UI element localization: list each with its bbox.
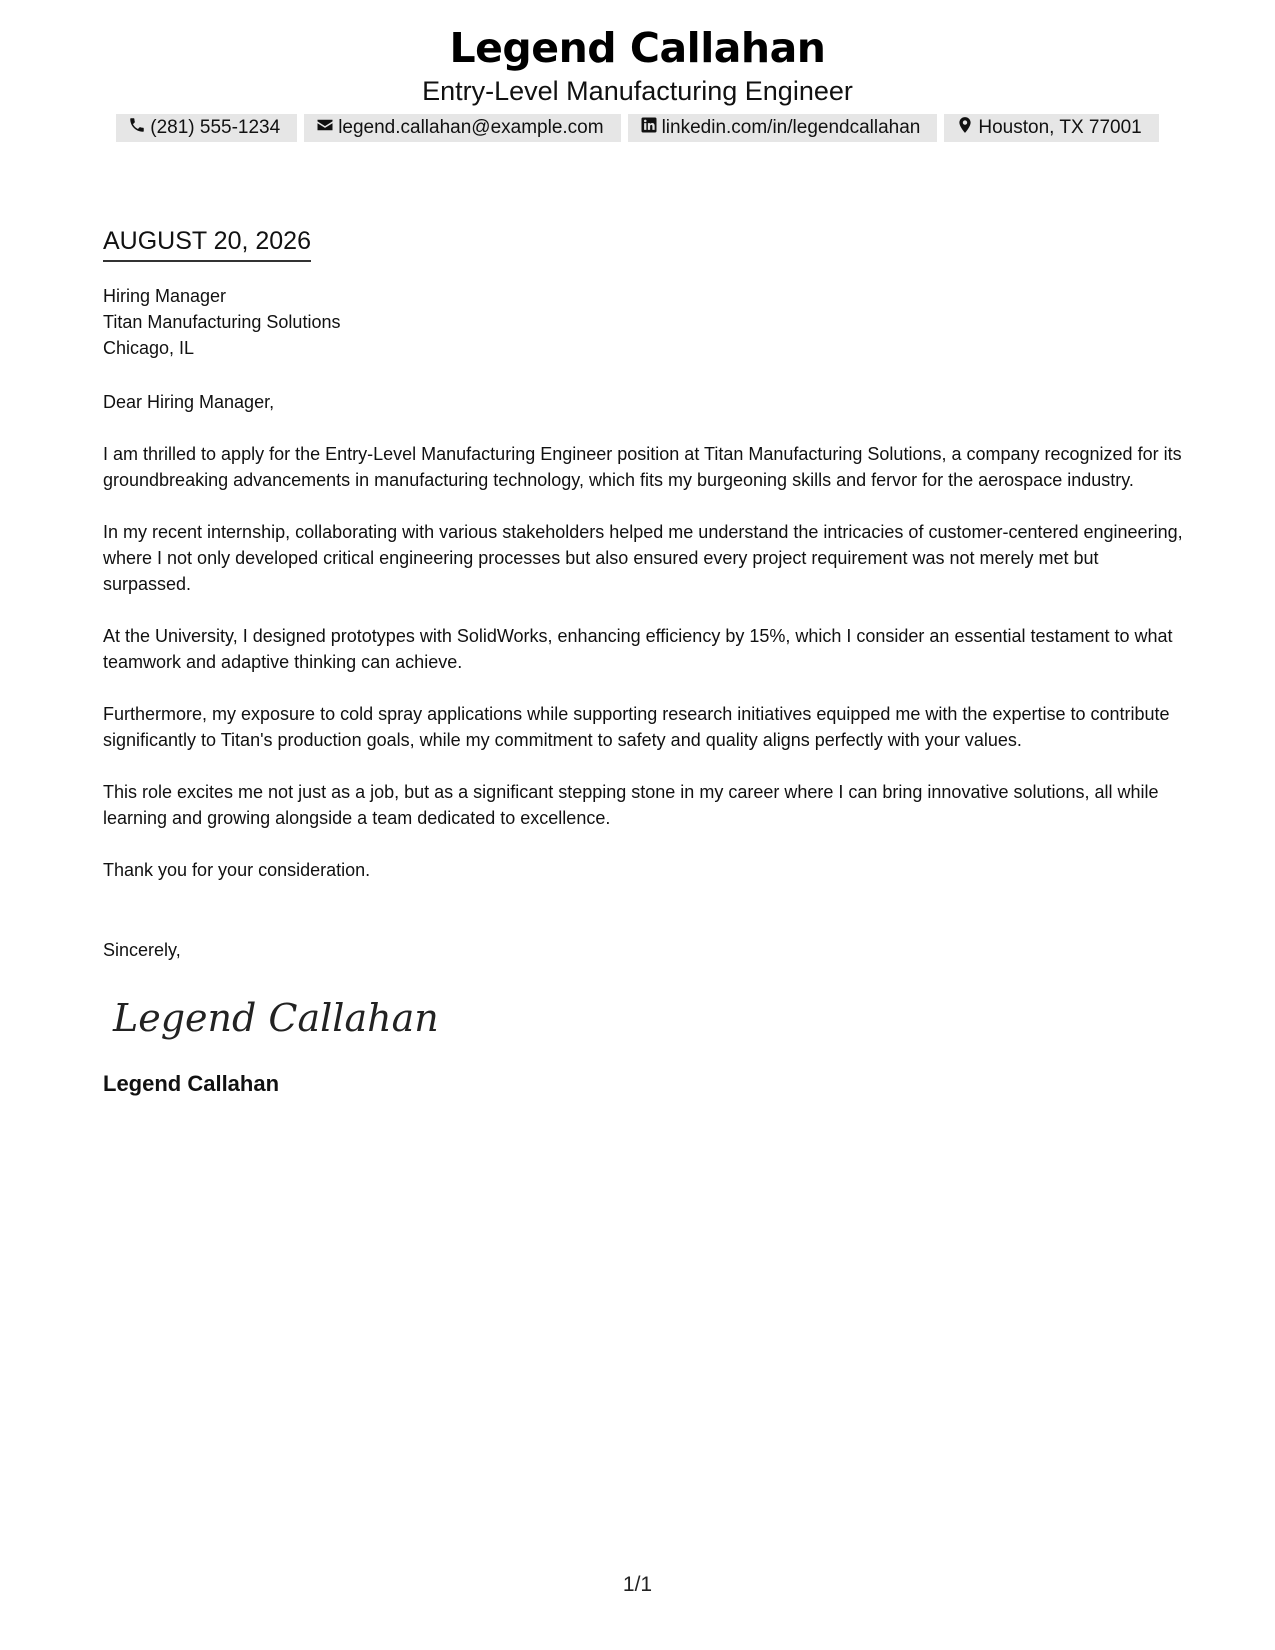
letter-body	[103, 224, 1183, 1099]
phone-text: (281) 555-1234	[150, 117, 281, 138]
linkedin-text: linkedin.com/in/legendcallahan	[661, 117, 921, 138]
signer-name: Legend Callahan	[103, 1071, 280, 1096]
linkedin-icon	[640, 116, 662, 140]
letter-header	[0, 22, 1275, 142]
closing: Sincerely,	[103, 940, 181, 960]
body-paragraph: Furthermore, my exposure to cold spray applications while supporting research initiatives equipped me with the expertise to contribute significantly to Titan's production goals, while my commitment to safety and quality aligns perfectly with your values.	[103, 704, 1170, 750]
salutation: Dear Hiring Manager,	[103, 392, 275, 412]
contact-phone	[116, 114, 297, 142]
recipient-line: Hiring Manager	[103, 286, 227, 306]
letter-date: AUGUST 20, 2026	[103, 224, 311, 262]
contact-email	[304, 114, 620, 142]
contact-location	[944, 114, 1158, 142]
envelope-icon	[316, 116, 338, 140]
handwritten-signature	[109, 985, 1183, 1055]
contact-linkedin	[628, 114, 938, 142]
applicant-name: Legend Callahan	[449, 24, 826, 72]
recipient-block	[103, 283, 1183, 361]
signature-text: Legend Callahan	[113, 996, 439, 1040]
recipient-line: Titan Manufacturing Solutions	[103, 312, 341, 332]
applicant-title: Entry-Level Manufacturing Engineer	[422, 76, 853, 106]
email-text: legend.callahan@example.com	[338, 117, 604, 138]
location-text: Houston, TX 77001	[978, 117, 1142, 138]
recipient-line: Chicago, IL	[103, 338, 195, 358]
body-paragraph: In my recent internship, collaborating with various stakeholders helped me understand the intricacies of customer-centered engineering, where I not only developed critical engineering processes but also ensured every project requirement was not merely met but surpassed.	[103, 522, 1183, 594]
page-number: 1/1	[622, 1573, 653, 1596]
body-paragraph: I am thrilled to apply for the Entry-Level Manufacturing Engineer position at Titan Manufacturing Solutions, a company recognized for its groundbreaking advancements in manufacturing technology, which fits my burgeoning skills and fervor for the aerospace industry.	[103, 444, 1182, 490]
map-pin-icon	[956, 116, 978, 140]
contact-bar	[0, 114, 1275, 142]
phone-icon	[128, 116, 150, 140]
body-paragraph: Thank you for your consideration.	[103, 860, 371, 880]
body-paragraph: At the University, I designed prototypes with SolidWorks, enhancing efficiency by 15%, which I consider an essential testament to what teamwork and adaptive thinking can achieve.	[103, 626, 1173, 672]
body-paragraph: This role excites me not just as a job, but as a significant stepping stone in my career where I can bring innovative solutions, all while learning and growing alongside a team dedicated to excellence.	[103, 782, 1159, 828]
